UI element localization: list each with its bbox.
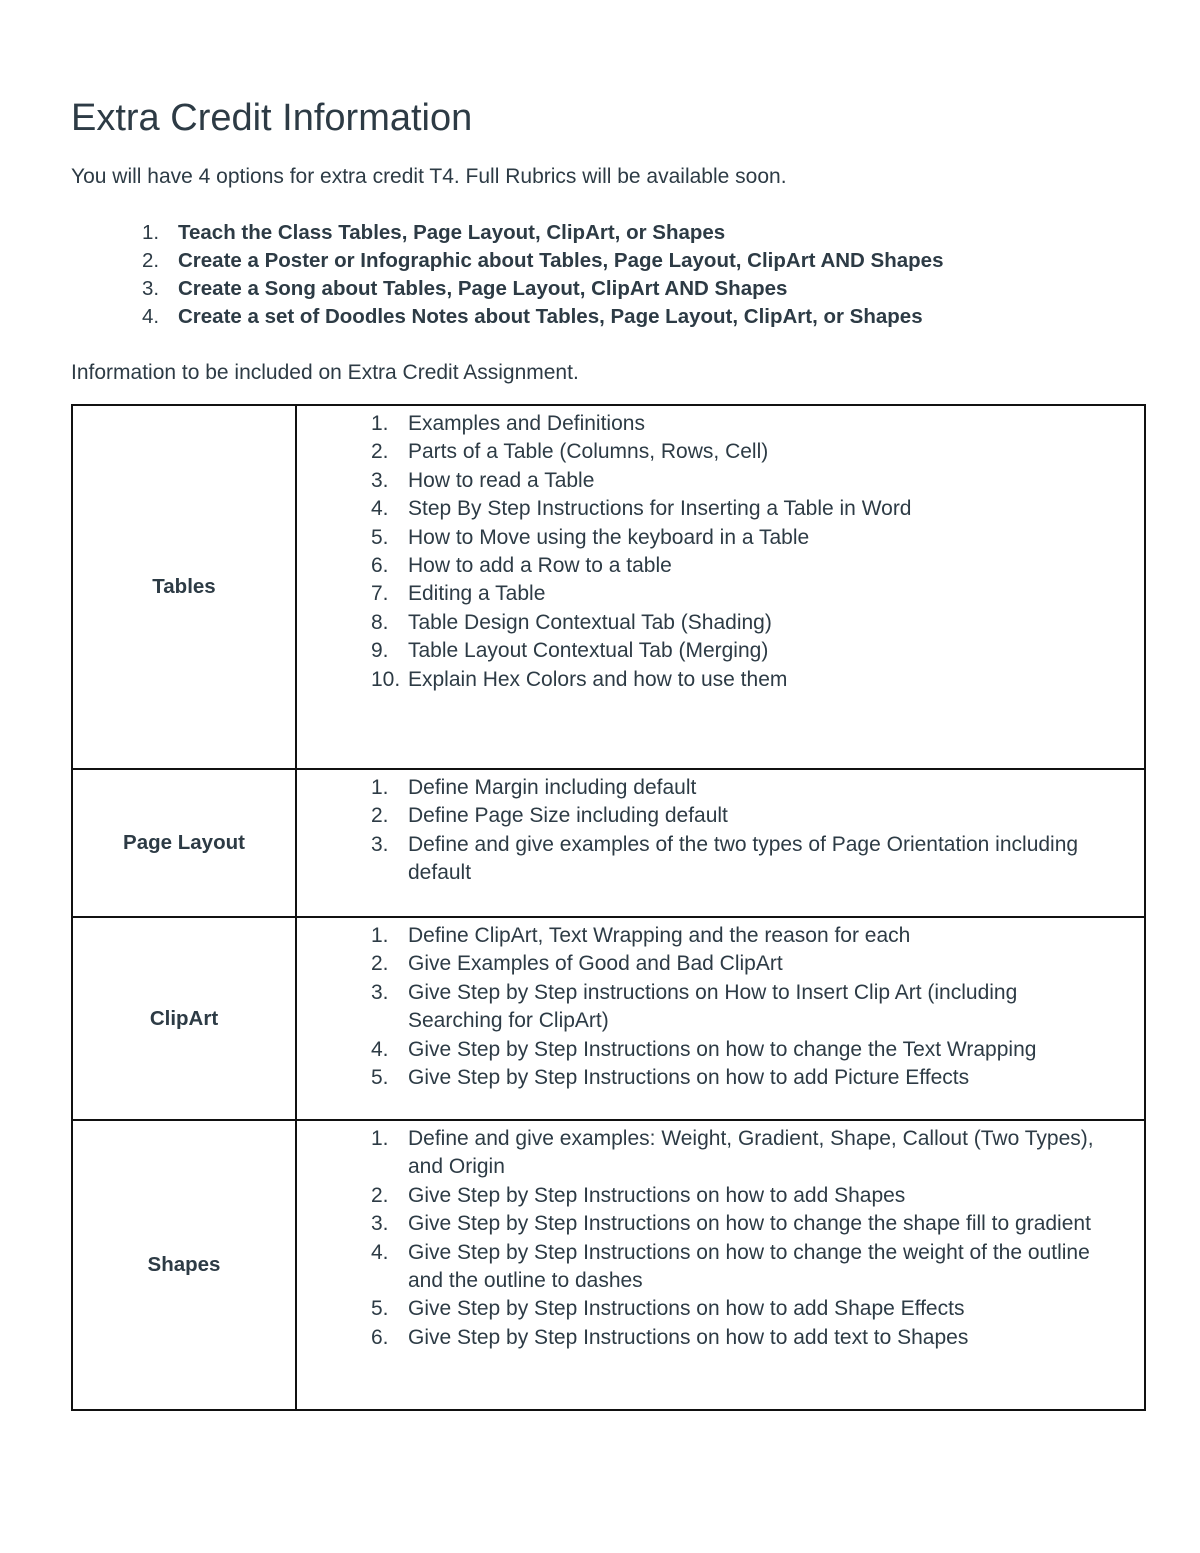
list-item <box>297 831 1144 888</box>
item-number: 8. <box>371 610 389 634</box>
list-item <box>297 1324 1144 1352</box>
list-item <box>297 802 1144 830</box>
item-text: Define ClipArt, Text Wrapping and the reason for each <box>408 924 911 947</box>
options-list <box>71 219 943 331</box>
item-text: How to read a Table <box>408 468 595 492</box>
item-text: Give Step by Step Instructions on how to change the weight of the outline and the outline to dashes <box>408 1240 1090 1293</box>
item-text: How to add a Row to a table <box>408 554 672 578</box>
item-number: 10. <box>371 667 401 691</box>
item-text: Give Examples of Good and Bad ClipArt <box>408 952 783 976</box>
option-number: 4. <box>142 305 160 328</box>
topic-cell: Tables <box>72 405 296 769</box>
item-text: Give Step by Step Instructions on how to add Shapes <box>408 1183 906 1207</box>
intro-text: You will have 4 options for extra credit T4. Full Rubrics will be available soon. <box>71 165 787 188</box>
item-number: 1. <box>371 776 389 799</box>
option-number: 1. <box>142 221 160 244</box>
item-text: Give Step by Step Instructions on how to change the Text Wrapping <box>408 1037 1037 1061</box>
list-item <box>297 438 1144 466</box>
list-item <box>297 1125 1144 1182</box>
list-item <box>297 1210 1144 1238</box>
item-number: 1. <box>371 412 389 435</box>
item-text: Give Step by Step Instructions on how to change the shape fill to gradient <box>408 1212 1091 1236</box>
topic-cell: Shapes <box>72 1120 296 1410</box>
list-item <box>297 467 1144 495</box>
table-row-clipart <box>72 917 1145 1120</box>
item-number: 2. <box>371 440 389 464</box>
items-cell <box>296 1120 1145 1410</box>
item-number: 4. <box>371 497 389 521</box>
item-number: 3. <box>371 468 389 492</box>
topic-cell: ClipArt <box>72 917 296 1120</box>
topic-cell: Page Layout <box>72 769 296 917</box>
list-item <box>297 495 1144 523</box>
item-number: 7. <box>371 582 389 606</box>
list-item <box>297 1182 1144 1210</box>
item-text: Examples and Definitions <box>408 412 645 435</box>
item-number: 5. <box>371 1066 389 1090</box>
table-row-page-layout <box>72 769 1145 917</box>
option-text: Teach the Class Tables, Page Layout, ClipArt, or Shapes <box>178 221 726 244</box>
items-cell <box>296 769 1145 917</box>
item-number: 4. <box>371 1240 389 1264</box>
list-item <box>297 580 1144 608</box>
item-text: Editing a Table <box>408 582 546 606</box>
item-text: How to Move using the keyboard in a Table <box>408 525 810 549</box>
list-item <box>297 1295 1144 1323</box>
item-number: 4. <box>371 1037 389 1061</box>
list-item <box>297 1239 1144 1296</box>
list-item <box>297 410 1144 438</box>
item-text: Table Layout Contextual Tab (Merging) <box>408 639 769 663</box>
item-text: Give Step by Step instructions on How to Insert Clip Art (including Searching for ClipArt) <box>408 980 1018 1033</box>
table-row-tables <box>72 405 1145 769</box>
item-text: Explain Hex Colors and how to use them <box>408 667 788 691</box>
item-text: Define and give examples of the two types of Page Orientation including default <box>408 832 1079 885</box>
list-item <box>297 1064 1144 1092</box>
list-item <box>297 666 1144 694</box>
item-text: Define Page Size including default <box>408 804 728 828</box>
list-item <box>297 774 1144 802</box>
items-cell <box>296 917 1145 1120</box>
item-number: 2. <box>371 1183 389 1207</box>
list-item <box>297 950 1144 978</box>
item-text: Give Step by Step Instructions on how to add text to Shapes <box>408 1325 969 1349</box>
info-line: Information to be included on Extra Credit Assignment. <box>71 361 579 384</box>
option-item <box>71 219 943 247</box>
item-text: Give Step by Step Instructions on how to add Shape Effects <box>408 1297 965 1321</box>
list-item <box>297 1036 1144 1064</box>
option-item <box>71 303 943 331</box>
option-item <box>71 275 943 303</box>
item-number: 5. <box>371 525 389 549</box>
item-number: 5. <box>371 1297 389 1321</box>
item-number: 3. <box>371 832 389 856</box>
items-cell <box>296 405 1145 769</box>
item-number: 6. <box>371 554 389 578</box>
option-text: Create a Poster or Infographic about Tables, Page Layout, ClipArt AND Shapes <box>178 249 944 272</box>
list-item <box>297 922 1144 950</box>
items-list <box>297 1125 1144 1352</box>
option-item <box>71 247 943 275</box>
table-row-shapes <box>72 1120 1145 1410</box>
item-number: 6. <box>371 1325 389 1349</box>
item-text: Give Step by Step Instructions on how to add Picture Effects <box>408 1066 970 1090</box>
list-item <box>297 979 1144 1036</box>
item-text: Define and give examples: Weight, Gradient, Shape, Callout (Two Types), and Origin <box>408 1127 1094 1179</box>
option-number: 2. <box>142 249 160 272</box>
item-text: Step By Step Instructions for Inserting a Table in Word <box>408 497 912 521</box>
item-number: 3. <box>371 980 389 1004</box>
item-number: 1. <box>371 1127 389 1150</box>
item-text: Parts of a Table (Columns, Rows, Cell) <box>408 440 769 464</box>
list-item <box>297 524 1144 552</box>
list-item <box>297 637 1144 665</box>
option-text: Create a set of Doodles Notes about Tables, Page Layout, ClipArt, or Shapes <box>178 305 923 328</box>
item-number: 9. <box>371 639 389 663</box>
items-list <box>297 774 1144 888</box>
item-number: 2. <box>371 804 389 828</box>
items-list <box>297 410 1144 694</box>
option-number: 3. <box>142 277 160 300</box>
item-number: 3. <box>371 1212 389 1236</box>
list-item <box>297 609 1144 637</box>
list-item <box>297 552 1144 580</box>
page-title: Extra Credit Information <box>71 97 473 139</box>
item-number: 1. <box>371 924 389 947</box>
requirements-table <box>71 404 1146 1411</box>
items-list <box>297 922 1144 1092</box>
item-number: 2. <box>371 952 389 976</box>
item-text: Define Margin including default <box>408 776 697 799</box>
item-text: Table Design Contextual Tab (Shading) <box>408 610 772 634</box>
option-text: Create a Song about Tables, Page Layout, ClipArt AND Shapes <box>178 277 788 300</box>
